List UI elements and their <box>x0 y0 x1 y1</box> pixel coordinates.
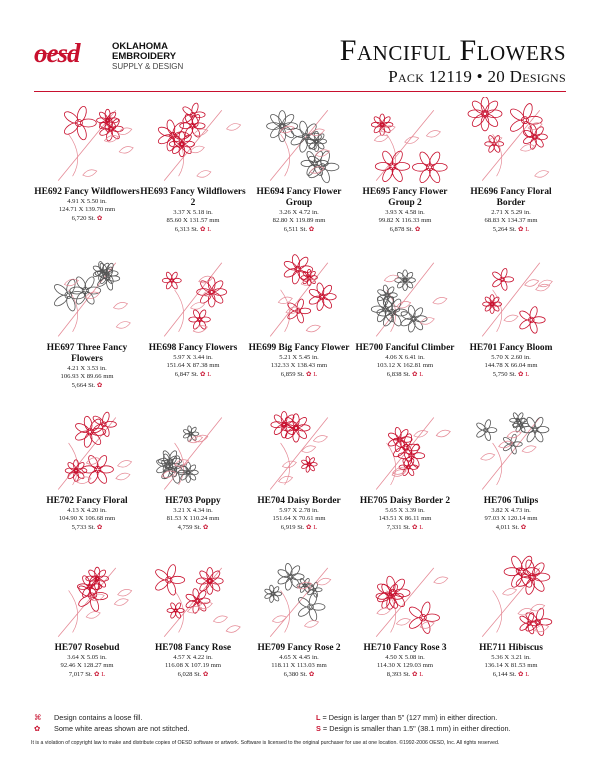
legend-white-areas <box>34 724 189 733</box>
flower-marker-icon: ✿ <box>34 724 41 733</box>
design-size-in: 4.13 X 4.20 in. <box>67 507 107 514</box>
design-card <box>34 97 140 223</box>
design-stitches: 6,838 St. <box>386 370 411 378</box>
design-artwork <box>145 97 241 185</box>
design-card <box>246 97 352 234</box>
design-card <box>34 555 140 679</box>
design-card <box>246 404 352 532</box>
design-stitches: 6,028 St. <box>177 670 202 678</box>
design-size-mm: 118.11 X 113.03 mm <box>271 662 327 670</box>
design-size-in: 4.06 X 6.41 in. <box>385 354 425 361</box>
design-size-mm: 116.08 X 107.19 mm <box>165 662 221 670</box>
design-size-in: 5.97 X 3.44 in. <box>173 354 213 361</box>
design-artwork <box>357 555 453 641</box>
page-title: Fanciful Flowers <box>339 34 566 67</box>
design-size-in: 5.70 X 2.60 in. <box>491 354 531 361</box>
design-size-in: 5.21 X 5.45 in. <box>279 354 319 361</box>
legend-small-text: = Design is smaller than 1.5" (38.1 mm) in either direction. <box>322 724 511 733</box>
legend-small <box>316 724 511 733</box>
design-stitch-line <box>246 524 352 532</box>
design-size-in: 3.37 X 5.18 in. <box>173 209 213 216</box>
design-name: HE700 Fanciful Climber <box>355 343 455 353</box>
design-size-in: 5.65 X 3.39 in. <box>385 507 425 514</box>
design-name: HE704 Daisy Border <box>257 496 341 506</box>
design-name: HE710 Fancy Rose 3 <box>363 643 447 653</box>
design-stitches: 6,313 St. <box>174 225 199 233</box>
design-size-in: 4.21 X 3.53 in. <box>67 365 107 372</box>
design-card <box>458 249 564 379</box>
design-size-mm: 99.82 X 116.33 mm <box>378 217 432 225</box>
copyright-notice: It is a violation of copyright law to make and distribute copies of OESD software or artwork. Software is licensed to the original purchaser for use at one location. ©1992-2006 OESD, Inc. All rights reserved. <box>31 740 500 746</box>
design-size-mm: 104.90 X 106.68 mm <box>58 515 116 523</box>
design-artwork <box>463 404 559 494</box>
design-size-mm: 92.46 X 128.27 mm <box>60 662 114 670</box>
design-stitch-line <box>34 382 140 390</box>
design-stitches: 7,331 St. <box>386 523 411 531</box>
design-size-mm: 68.83 X 134.37 mm <box>484 217 538 225</box>
design-marks: ✿ L <box>306 523 318 531</box>
design-artwork <box>39 555 135 641</box>
design-artwork <box>251 404 347 494</box>
design-stitch-line <box>140 524 246 532</box>
design-stitches: 6,720 St. <box>71 214 96 222</box>
design-name: HE693 Fancy Wildflowers 2 <box>140 187 246 208</box>
design-size-in: 4.57 X 4.22 in. <box>173 654 213 661</box>
design-artwork <box>39 404 135 494</box>
design-size-mm: 132.33 X 138.43 mm <box>270 362 328 370</box>
design-artwork <box>463 249 559 341</box>
design-marks: ✿ L <box>200 225 212 233</box>
design-artwork <box>39 249 135 341</box>
design-marks: ✿ <box>96 523 103 531</box>
design-stitch-line <box>140 226 246 234</box>
design-size-in: 5.36 X 3.21 in. <box>491 654 531 661</box>
legend-white-areas-text: Some white areas shown are not stitched. <box>54 724 190 733</box>
design-marks: ✿ L <box>412 523 424 531</box>
design-size-in: 2.71 X 5.29 in. <box>491 209 531 216</box>
design-size-in: 3.26 X 4.72 in. <box>279 209 319 216</box>
logo-line-3: SUPPLY & DESIGN <box>112 62 184 71</box>
legend-loose-fill <box>34 713 142 722</box>
design-name: HE706 Tulips <box>483 496 539 506</box>
design-marks: ✿ L <box>412 370 424 378</box>
design-stitch-line <box>458 371 564 379</box>
design-name: HE707 Rosebud <box>54 643 120 653</box>
design-stitches: 4,759 St. <box>177 523 202 531</box>
design-name: HE711 Hibiscus <box>479 643 543 653</box>
design-size-mm: 143.51 X 86.11 mm <box>378 515 432 523</box>
design-name: HE692 Fancy Wildflowers <box>34 187 140 197</box>
design-size-in: 3.82 X 4.73 in. <box>491 507 531 514</box>
design-card <box>140 555 246 679</box>
design-name: HE705 Daisy Border 2 <box>359 496 451 506</box>
design-artwork <box>251 249 347 341</box>
design-stitches: 6,878 St. <box>389 225 414 233</box>
design-size-in: 4.91 X 5.50 in. <box>67 198 107 205</box>
design-size-mm: 85.60 X 131.57 mm <box>166 217 220 225</box>
design-stitches: 5,664 St. <box>71 381 96 389</box>
design-name: HE709 Fancy Rose 2 <box>257 643 341 653</box>
loose-fill-icon: ⌘ <box>34 713 42 722</box>
design-stitch-line <box>458 226 564 234</box>
design-stitch-line <box>140 371 246 379</box>
design-name: HE703 Poppy <box>165 496 221 506</box>
design-marks: ✿ L <box>412 670 424 678</box>
design-stitches: 5,264 St. <box>492 225 517 233</box>
design-stitch-line <box>246 671 352 679</box>
design-stitch-line <box>34 215 140 223</box>
design-card <box>140 404 246 532</box>
design-name: HE696 Fancy Floral Border <box>470 187 552 208</box>
design-marks: ✿ L <box>94 670 106 678</box>
design-artwork <box>357 249 453 341</box>
logo-mark: oesd <box>34 38 80 68</box>
logo-line-2: EMBROIDERY <box>112 51 177 62</box>
design-card <box>352 404 458 532</box>
design-marks: ✿ L <box>518 670 530 678</box>
design-size-in: 5.97 X 2.78 in. <box>279 507 319 514</box>
design-name: HE701 Fancy Bloom <box>469 343 553 353</box>
design-size-in: 4.65 X 4.45 in. <box>279 654 319 661</box>
design-stitches: 5,750 St. <box>492 370 517 378</box>
design-card <box>140 97 246 234</box>
design-stitch-line <box>352 671 458 679</box>
design-card <box>352 249 458 379</box>
small-key: S <box>316 724 321 733</box>
design-size-mm: 114.30 X 129.03 mm <box>377 662 433 670</box>
design-artwork <box>251 97 347 185</box>
design-marks: ✿ L <box>518 225 530 233</box>
design-stitch-line <box>352 226 458 234</box>
design-marks: ✿ <box>96 214 103 222</box>
header-divider <box>34 91 566 92</box>
design-stitch-line <box>246 226 352 234</box>
design-size-mm: 82.80 X 119.89 mm <box>272 217 326 225</box>
design-marks: ✿ <box>96 381 103 389</box>
design-name: HE702 Fancy Floral <box>46 496 128 506</box>
design-marks: ✿ <box>308 225 315 233</box>
design-card <box>352 97 458 234</box>
design-size-in: 3.21 X 4.34 in. <box>173 507 213 514</box>
design-stitches: 6,511 St. <box>283 225 308 233</box>
design-stitches: 7,017 St. <box>68 670 93 678</box>
design-artwork <box>357 404 453 494</box>
design-artwork <box>357 97 453 185</box>
design-stitches: 6,859 St. <box>280 370 305 378</box>
design-card <box>458 555 564 679</box>
design-size-mm: 97.03 X 120.14 mm <box>484 515 538 523</box>
design-stitch-line <box>140 671 246 679</box>
large-key: L <box>316 713 321 722</box>
design-marks: ✿ L <box>306 370 318 378</box>
design-stitches: 6,847 St. <box>174 370 199 378</box>
logo-line-1: OKLAHOMA <box>112 41 168 52</box>
logo-text <box>112 42 183 72</box>
legend-large-text: = Design is larger than 5" (127 mm) in either direction. <box>322 713 498 722</box>
design-marks: ✿ <box>414 225 421 233</box>
design-name: HE695 Fancy Flower Group 2 <box>362 187 448 208</box>
design-artwork <box>251 555 347 641</box>
design-marks: ✿ L <box>518 370 530 378</box>
design-card <box>246 249 352 379</box>
design-size-mm: 151.64 X 87.38 mm <box>166 362 220 370</box>
design-name: HE699 Big Fancy Flower <box>248 343 350 353</box>
design-name: HE694 Fancy Flower Group <box>256 187 342 208</box>
design-name: HE708 Fancy Rose <box>154 643 232 653</box>
design-stitch-line <box>352 524 458 532</box>
design-artwork <box>463 97 559 185</box>
design-card <box>458 404 564 532</box>
design-artwork <box>145 249 241 341</box>
design-stitches: 6,380 St. <box>283 670 308 678</box>
design-size-mm: 151.64 X 70.61 mm <box>272 515 326 523</box>
design-size-in: 3.64 X 5.05 in. <box>67 654 107 661</box>
design-stitches: 8,393 St. <box>386 670 411 678</box>
design-card <box>34 249 140 390</box>
page-subtitle: Pack 12119 • 20 Designs <box>388 67 566 86</box>
design-size-in: 3.93 X 4.58 in. <box>385 209 425 216</box>
design-size-mm: 124.71 X 139.70 mm <box>58 206 116 214</box>
design-name: HE698 Fancy Flowers <box>148 343 238 353</box>
oesd-logo <box>34 38 244 78</box>
design-marks: ✿ <box>202 523 209 531</box>
design-stitch-line <box>458 524 564 532</box>
design-artwork <box>39 97 135 185</box>
design-size-mm: 106.93 X 89.66 mm <box>60 373 114 381</box>
design-artwork <box>463 555 559 641</box>
design-stitches: 4,011 St. <box>495 523 520 531</box>
design-card <box>246 555 352 679</box>
design-name: HE697 Three Fancy Flowers <box>46 343 128 364</box>
legend-large <box>316 713 497 722</box>
design-card <box>140 249 246 379</box>
design-card <box>34 404 140 532</box>
design-marks: ✿ L <box>200 370 212 378</box>
design-stitch-line <box>352 371 458 379</box>
design-stitches: 6,919 St. <box>280 523 305 531</box>
design-marks: ✿ <box>308 670 315 678</box>
design-stitch-line <box>458 671 564 679</box>
design-marks: ✿ <box>520 523 527 531</box>
design-stitches: 6,144 St. <box>492 670 517 678</box>
legend-loose-fill-text: Design contains a loose fill. <box>54 713 143 722</box>
design-marks: ✿ <box>202 670 209 678</box>
design-size-mm: 144.78 X 66.04 mm <box>484 362 538 370</box>
design-size-mm: 81.53 X 110.24 mm <box>166 515 220 523</box>
design-stitches: 5,733 St. <box>71 523 96 531</box>
design-stitch-line <box>246 371 352 379</box>
design-card <box>458 97 564 234</box>
design-artwork <box>145 404 241 494</box>
design-stitch-line <box>34 524 140 532</box>
design-size-mm: 136.14 X 81.53 mm <box>484 662 538 670</box>
page-header-title <box>340 36 566 88</box>
design-size-mm: 103.12 X 162.81 mm <box>376 362 434 370</box>
design-size-in: 4.50 X 5.08 in. <box>385 654 425 661</box>
design-stitch-line <box>34 671 140 679</box>
design-artwork <box>145 555 241 641</box>
design-card <box>352 555 458 679</box>
